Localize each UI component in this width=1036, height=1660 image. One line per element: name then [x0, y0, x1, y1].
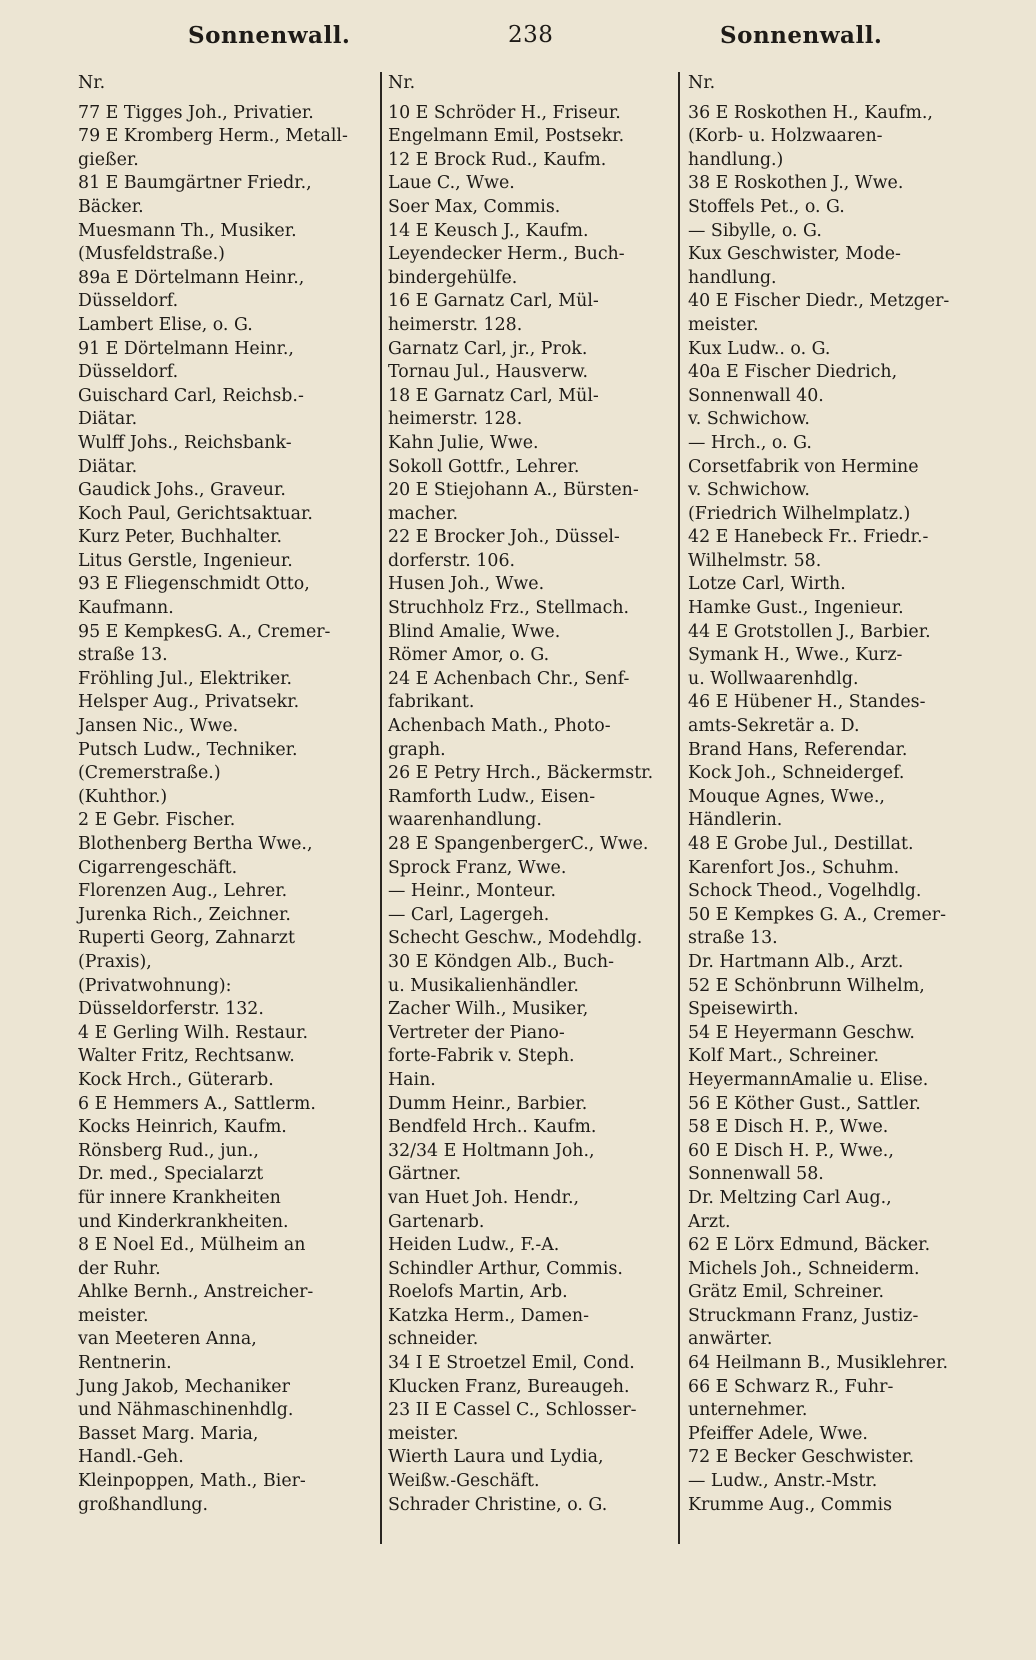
- directory-entry-line: Soer Max, Commis.: [388, 196, 561, 217]
- directory-entry-line: Kleinpoppen, Math., Bier-: [78, 1471, 306, 1492]
- directory-entry-line: Mouque Agnes, Wwe.,: [688, 786, 885, 807]
- directory-entry-line: Gartenarb.: [388, 1211, 485, 1232]
- directory-entry-line: Kux Ludw.. o. G.: [688, 338, 831, 359]
- directory-entry-line: Wierth Laura und Lydia,: [388, 1447, 604, 1468]
- directory-entry-line: van Huet Joh. Hendr.,: [388, 1187, 580, 1208]
- directory-entry-line: Helsper Aug., Privatsekr.: [78, 692, 300, 713]
- directory-entry-line: Arzt.: [688, 1211, 731, 1232]
- directory-entry-line: (Cremerstraße.): [78, 763, 221, 784]
- directory-entry-line: großhandlung.: [78, 1494, 209, 1515]
- page-number: 238: [508, 22, 554, 48]
- directory-entry-line: meister.: [688, 314, 759, 335]
- directory-entry-line: 30 E Köndgen Alb., Buch-: [388, 951, 614, 972]
- directory-entry-line: Michels Joh., Schneiderm.: [688, 1258, 920, 1279]
- directory-entry-line: HeyermannAmalie u. Elise.: [688, 1069, 929, 1090]
- directory-entry-line: meister.: [388, 1423, 459, 1444]
- directory-entry-line: Bäcker.: [78, 196, 144, 217]
- directory-entry-line: 56 E Köther Gust., Sattler.: [688, 1093, 921, 1114]
- directory-entry-line: (Praxis),: [78, 951, 152, 972]
- directory-entry-line: (Friedrich Wilhelmplatz.): [688, 503, 911, 524]
- directory-entry-line: van Meeteren Anna,: [78, 1329, 257, 1350]
- directory-entry-line: und Kinderkrankheiten.: [78, 1211, 289, 1232]
- directory-entry-line: meister.: [78, 1305, 149, 1326]
- directory-entry-line: Bendfeld Hrch.. Kaufm.: [388, 1117, 597, 1138]
- directory-entry-line: Garnatz Carl, jr., Prok.: [388, 338, 588, 359]
- directory-entry-line: 14 E Keusch J., Kaufm.: [388, 220, 589, 241]
- directory-entry-line: 91 E Dörtelmann Heinr.,: [78, 338, 294, 359]
- column-2: [388, 72, 680, 1517]
- directory-entry-line: 60 E Disch H. P., Wwe.,: [688, 1140, 894, 1161]
- directory-entry-line: graph.: [388, 739, 446, 760]
- directory-entry-line: amts-Sekretär a. D.: [688, 716, 860, 737]
- directory-entry-line: Hamke Gust., Ingenieur.: [688, 598, 904, 619]
- directory-entry-line: 38 E Roskothen J., Wwe.: [688, 173, 904, 194]
- directory-entry-line: Litus Gerstle, Ingenieur.: [78, 550, 293, 571]
- directory-entry-line: Brand Hans, Referendar.: [688, 739, 908, 760]
- directory-entry-line: Walter Fritz, Rechtsanw.: [78, 1046, 295, 1067]
- directory-entry-line: straße 13.: [78, 645, 168, 666]
- directory-entry-line: 48 E Grobe Jul., Destillat.: [688, 834, 914, 854]
- directory-entry-line: Düsseldorferstr. 132.: [78, 999, 264, 1020]
- directory-entry-line: Diätar.: [78, 409, 138, 430]
- directory-entry-line: Roelofs Martin, Arb.: [388, 1282, 568, 1303]
- directory-entry-line: 8 E Noel Ed., Mülheim an: [78, 1235, 306, 1256]
- directory-entry-line: Pfeiffer Adele, Wwe.: [688, 1423, 868, 1444]
- directory-entry-line: Kolf Mart., Schreiner.: [688, 1046, 880, 1067]
- directory-entry-line: Wilhelmstr. 58.: [688, 550, 822, 571]
- header-street-right: Sonnenwall.: [720, 22, 883, 49]
- directory-entry-line: Laue C., Wwe.: [388, 173, 515, 194]
- directory-entry-line: — Carl, Lagergeh.: [388, 904, 550, 925]
- directory-entry-line: handlung.): [688, 149, 784, 170]
- directory-entry-line: — Ludw., Anstr.-Mstr.: [688, 1471, 878, 1492]
- directory-entry-line: 32/34 E Holtmann Joh.,: [388, 1140, 595, 1161]
- directory-entry-line: 46 E Hübener H., Standes-: [688, 692, 926, 713]
- directory-entry-line: Karenfort Jos., Schuhm.: [688, 857, 900, 878]
- directory-entry-line: Blind Amalie, Wwe.: [388, 621, 561, 642]
- directory-entry-line: Ahlke Bernh., Anstreicher-: [78, 1282, 314, 1303]
- directory-entry-line: heimerstr. 128.: [388, 314, 523, 335]
- directory-entry-line: 58 E Disch H. P., Wwe.: [688, 1117, 889, 1138]
- directory-entry-line: 16 E Garnatz Carl, Mül-: [388, 291, 599, 312]
- directory-entry-line: Schrader Christine, o. G.: [388, 1494, 608, 1515]
- directory-entry-line: Speisewirth.: [688, 999, 799, 1020]
- directory-entry-line: Jung Jakob, Mechaniker: [78, 1376, 290, 1397]
- directory-entry-line: Sonnenwall 40.: [688, 385, 824, 406]
- directory-entry-line: Muesmann Th., Musiker.: [78, 220, 297, 241]
- directory-entry-line: unternehmer.: [688, 1400, 808, 1421]
- directory-entry-line: Kock Hrch., Güterarb.: [78, 1069, 274, 1090]
- directory-entry-line: 64 Heilmann B., Musiklehrer.: [688, 1353, 949, 1374]
- directory-entry-line: Römer Amor, o. G.: [388, 645, 550, 666]
- directory-entry-line: Katzka Herm., Damen-: [388, 1305, 589, 1326]
- directory-entry-line: Fröhling Jul., Elektriker.: [78, 668, 293, 689]
- column-3: [688, 72, 1008, 1517]
- directory-entry-line: (Musfeldstraße.): [78, 244, 225, 265]
- directory-entry-line: 24 E Achenbach Chr., Senf-: [388, 668, 630, 689]
- directory-entry-line: der Ruhr.: [78, 1258, 161, 1279]
- directory-entry-line: und Nähmaschinenhdlg.: [78, 1400, 294, 1421]
- directory-entry-line: waarenhandlung.: [388, 810, 542, 831]
- directory-entry-line: Klucken Franz, Bureaugeh.: [388, 1376, 630, 1397]
- directory-entry-line: Rönsberg Rud., jun.,: [78, 1140, 259, 1161]
- directory-entry-line: Struchholz Frz., Stellmach.: [388, 598, 630, 619]
- directory-entry-line: Basset Marg. Maria,: [78, 1423, 259, 1444]
- column-divider: [380, 72, 382, 1544]
- directory-entry-line: Dumm Heinr., Barbier.: [388, 1093, 588, 1114]
- directory-entry-line: Symank H., Wwe., Kurz-: [688, 645, 903, 666]
- directory-entry-line: Cigarrengeschäft.: [78, 857, 238, 878]
- directory-entry-line: handlung.: [688, 267, 777, 288]
- directory-entry-line: 36 E Roskothen H., Kaufm.,: [688, 102, 933, 123]
- directory-entry-line: Dr. med., Specialarzt: [78, 1164, 264, 1185]
- directory-entry-line: 2 E Gebr. Fischer.: [78, 810, 236, 831]
- directory-entry-line: Händlerin.: [688, 810, 783, 831]
- directory-entry-line: für innere Krankheiten: [78, 1187, 281, 1208]
- directory-entry-line: Koch Paul, Gerichtsaktuar.: [78, 503, 313, 524]
- directory-entry-line: forte-Fabrik v. Steph.: [388, 1046, 575, 1067]
- directory-entry-line: 18 E Garnatz Carl, Mül-: [388, 385, 599, 406]
- directory-entry-line: Weißw.-Geschäft.: [388, 1471, 540, 1492]
- directory-entry-line: 50 E Kempkes G. A., Cremer-: [688, 904, 946, 925]
- directory-entry-line: 72 E Becker Geschwister.: [688, 1447, 914, 1468]
- directory-entry-line: schneider.: [388, 1329, 479, 1350]
- directory-entry-line: v. Schwichow.: [688, 409, 810, 430]
- directory-entry-line: Düsseldorf.: [78, 362, 179, 383]
- directory-entry-line: 22 E Brocker Joh., Düssel-: [388, 527, 620, 548]
- directory-entry-line: macher.: [388, 503, 459, 524]
- directory-entry-line: Hain.: [388, 1069, 436, 1090]
- column-nr-label: Nr.: [388, 73, 416, 93]
- directory-entry-line: Tornau Jul., Hausverw.: [388, 362, 589, 383]
- column-1: [78, 72, 380, 1517]
- directory-entry-line: 66 E Schwarz R., Fuhr-: [688, 1376, 894, 1397]
- directory-entry-line: Corsetfabrik von Hermine: [688, 456, 919, 477]
- directory-entry-line: 79 E Kromberg Herm., Metall-: [78, 126, 348, 147]
- directory-entry-line: 20 E Stiejohann A., Bürsten-: [388, 480, 639, 501]
- directory-entry-line: Ruperti Georg, Zahnarzt: [78, 928, 295, 949]
- directory-entry-line: Schecht Geschw., Modehdlg.: [388, 928, 643, 949]
- directory-entry-line: Kaufmann.: [78, 598, 174, 619]
- directory-entry-line: 34 I E Stroetzel Emil, Cond.: [388, 1353, 635, 1374]
- directory-entry-line: Handl.-Geh.: [78, 1447, 184, 1468]
- directory-entry-line: Zacher Wilh., Musiker,: [388, 999, 589, 1020]
- directory-entry-line: anwärter.: [688, 1329, 773, 1350]
- directory-entry-line: 77 E Tigges Joh., Privatier.: [78, 102, 314, 123]
- directory-entry-line: Sokoll Gottfr., Lehrer.: [388, 456, 580, 477]
- directory-entry-line: Leyendecker Herm., Buch-: [388, 244, 625, 265]
- directory-entry-line: Kocks Heinrich, Kaufm.: [78, 1117, 287, 1138]
- directory-entry-line: v. Schwichow.: [688, 480, 810, 501]
- directory-entry-line: 52 E Schönbrunn Wilhelm,: [688, 975, 925, 996]
- directory-entry-line: 28 E SpangenbergerC., Wwe.: [388, 834, 649, 854]
- directory-entry-line: — Hrch., o. G.: [688, 432, 812, 453]
- directory-entry-line: 4 E Gerling Wilh. Restaur.: [78, 1022, 309, 1043]
- directory-entry-line: Blothenberg Bertha Wwe.,: [78, 834, 313, 854]
- directory-entry-line: Gaudick Johs., Graveur.: [78, 480, 286, 501]
- column-nr-label: Nr.: [78, 73, 106, 93]
- directory-entry-line: Schindler Arthur, Commis.: [388, 1258, 623, 1279]
- directory-entry-line: Sprock Franz, Wwe.: [388, 857, 567, 878]
- directory-entry-line: Husen Joh., Wwe.: [388, 574, 545, 595]
- directory-entry-line: (Privatwohnung):: [78, 975, 232, 996]
- directory-entry-line: Stoffels Pet., o. G.: [688, 196, 845, 217]
- directory-entry-line: Putsch Ludw., Techniker.: [78, 739, 298, 760]
- directory-entry-line: Lambert Elise, o. G.: [78, 314, 253, 335]
- directory-entry-line: Dr. Meltzing Carl Aug.,: [688, 1187, 892, 1208]
- directory-entry-line: Wulff Johs., Reichsbank-: [78, 432, 292, 453]
- directory-entry-line: bindergehülfe.: [388, 267, 518, 288]
- directory-entry-line: Dr. Hartmann Alb., Arzt.: [688, 951, 904, 972]
- directory-entry-line: Kurz Peter, Buchhalter.: [78, 527, 283, 548]
- directory-entry-line: Florenzen Aug., Lehrer.: [78, 881, 288, 902]
- directory-entry-line: straße 13.: [688, 928, 778, 949]
- directory-entry-line: 10 E Schröder H., Friseur.: [388, 102, 621, 123]
- directory-entry-line: 12 E Brock Rud., Kaufm.: [388, 149, 607, 170]
- directory-entry-line: Engelmann Emil, Postsekr.: [388, 126, 625, 147]
- directory-entry-line: u. Musikalienhändler.: [388, 975, 579, 996]
- directory-entry-line: 26 E Petry Hrch., Bäckermstr.: [388, 763, 654, 784]
- directory-entry-line: Gärtner.: [388, 1164, 461, 1185]
- directory-entry-line: fabrikant.: [388, 692, 475, 713]
- directory-entry-line: Kahn Julie, Wwe.: [388, 432, 539, 453]
- directory-entry-line: Vertreter der Piano-: [388, 1022, 565, 1043]
- directory-entry-line: Grätz Emil, Schreiner.: [688, 1282, 885, 1303]
- directory-entry-line: u. Wollwaarenhdlg.: [688, 668, 859, 689]
- column-nr-label: Nr.: [688, 73, 716, 93]
- directory-entry-line: Jansen Nic., Wwe.: [78, 716, 239, 737]
- directory-entry-line: (Kuhthor.): [78, 786, 168, 807]
- directory-entry-line: gießer.: [78, 149, 139, 170]
- directory-entry-line: Kock Joh., Schneidergef.: [688, 763, 905, 784]
- directory-entry-line: Lotze Carl, Wirth.: [688, 574, 846, 595]
- directory-entry-line: Struckmann Franz, Justiz-: [688, 1305, 919, 1326]
- directory-entry-line: 93 E Fliegenschmidt Otto,: [78, 574, 310, 595]
- header-street-left: Sonnenwall.: [188, 22, 351, 49]
- directory-entry-line: Heiden Ludw., F.-A.: [388, 1235, 560, 1256]
- directory-entry-line: 6 E Hemmers A., Sattlerm.: [78, 1093, 316, 1114]
- directory-entry-line: Schock Theod., Vogelhdlg.: [688, 881, 922, 902]
- directory-entry-line: Ramforth Ludw., Eisen-: [388, 786, 596, 807]
- directory-entry-line: 89a E Dörtelmann Heinr.,: [78, 267, 305, 288]
- directory-entry-line: Jurenka Rich., Zeichner.: [78, 904, 291, 925]
- directory-entry-line: 42 E Hanebeck Fr.. Friedr.-: [688, 527, 929, 548]
- directory-entry-line: 40 E Fischer Diedr., Metzger-: [688, 291, 950, 312]
- directory-entry-line: 81 E Baumgärtner Friedr.,: [78, 173, 312, 194]
- directory-entry-line: 23 II E Cassel C., Schlosser-: [388, 1400, 637, 1421]
- directory-entry-line: 62 E Lörx Edmund, Bäcker.: [688, 1235, 931, 1256]
- directory-entry-line: (Korb- u. Holzwaaren-: [688, 126, 883, 147]
- directory-entry-line: Krumme Aug., Commis: [688, 1494, 893, 1515]
- directory-entry-line: — Heinr., Monteur.: [388, 881, 557, 902]
- directory-entry-line: 40a E Fischer Diedrich,: [688, 362, 898, 383]
- directory-entry-line: heimerstr. 128.: [388, 409, 523, 430]
- directory-entry-line: Achenbach Math., Photo-: [388, 716, 611, 737]
- directory-entry-line: 44 E Grotstollen J., Barbier.: [688, 621, 931, 642]
- directory-entry-line: 95 E KempkesG. A., Cremer-: [78, 621, 331, 642]
- directory-entry-line: — Sibylle, o. G.: [688, 220, 822, 241]
- directory-entry-line: Sonnenwall 58.: [688, 1164, 824, 1185]
- directory-entry-line: Diätar.: [78, 456, 138, 477]
- directory-entry-line: Guischard Carl, Reichsb.-: [78, 385, 304, 406]
- directory-entry-line: Rentnerin.: [78, 1353, 172, 1374]
- directory-entry-line: 54 E Heyermann Geschw.: [688, 1022, 915, 1043]
- directory-entry-line: Kux Geschwister, Mode-: [688, 244, 901, 265]
- directory-entry-line: dorferstr. 106.: [388, 550, 516, 571]
- directory-entry-line: Düsseldorf.: [78, 291, 179, 312]
